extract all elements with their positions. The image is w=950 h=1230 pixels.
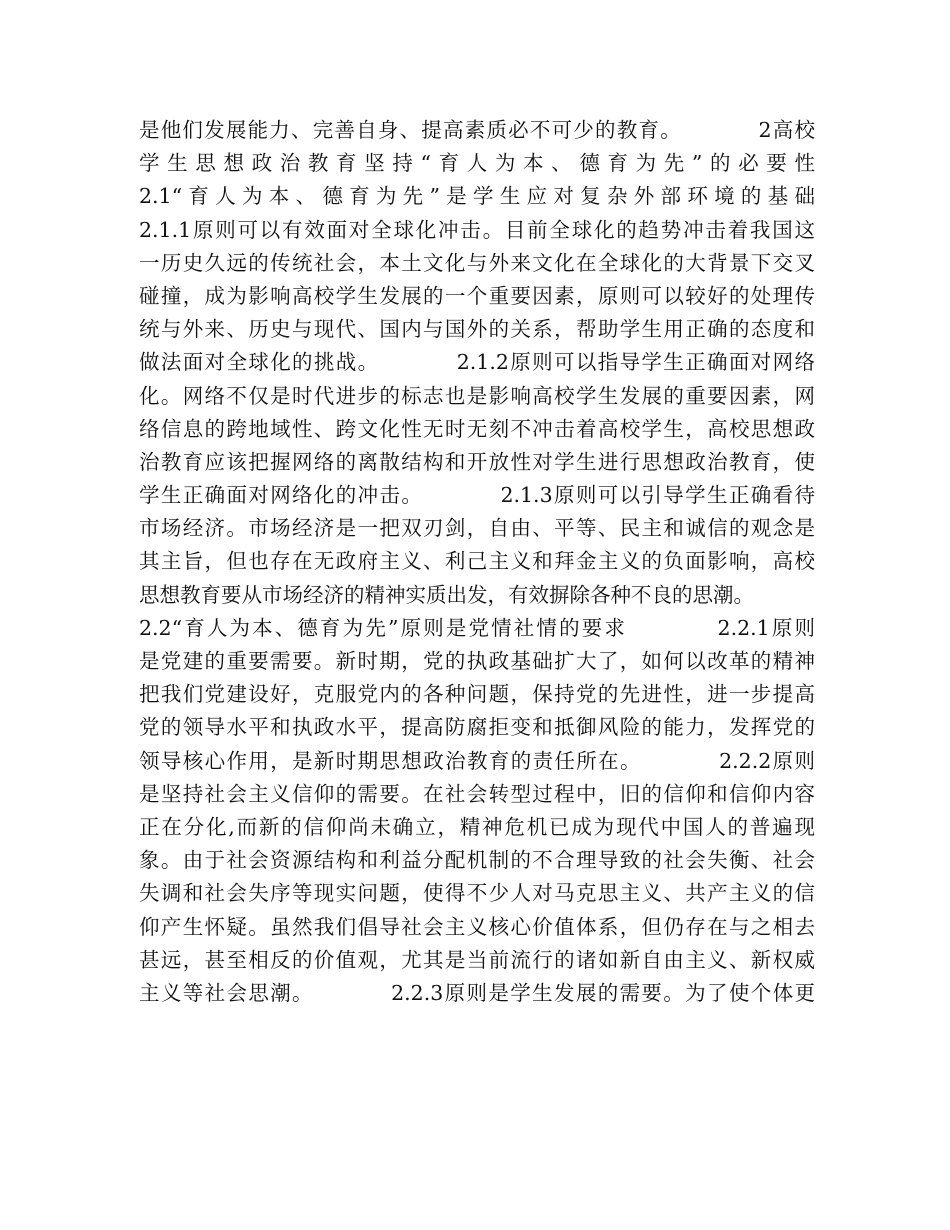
text-line: 思想教育要从市场经济的精神实质出发，有效摒除各种不良的思潮。 bbox=[139, 582, 754, 607]
text-line: 做法面对全球化的挑战。 2.1.2原则可以指导学生正确面对网络 bbox=[139, 350, 815, 375]
text-line: 碰撞，成为影响高校学生发展的一个重要因素，原则可以较好的处理传 bbox=[139, 283, 815, 308]
text-line: 2.1“育人为本、德育为先”是学生应对复杂外部环境的基础 bbox=[139, 184, 815, 209]
text-line: 一历史久远的传统社会，本土文化与外来文化在全球化的大背景下交叉 bbox=[139, 250, 815, 275]
text-line: 甚远，甚至相反的价值观，尤其是当前流行的诸如新自由主义、新权威 bbox=[139, 947, 815, 972]
text-line: 2.2“育人为本、德育为先”原则是党情社情的要求 2.2.1原则 bbox=[139, 615, 815, 640]
text-line: 是坚持社会主义信仰的需要。在社会转型过程中，旧的信仰和信仰内容 bbox=[139, 781, 815, 806]
text-line: 络信息的跨地域性、跨文化性无时无刻不冲击着高校学生，高校思想政 bbox=[139, 416, 815, 441]
text-line: 是他们发展能力、完善自身、提高素质必不可少的教育。 2高校 bbox=[139, 118, 815, 142]
text-line: 主义等社会思潮。 2.2.3原则是学生发展的需要。为了使个体更 bbox=[139, 980, 815, 1005]
text-line: 仰产生怀疑。虽然我们倡导社会主义核心价值体系，但仍存在与之相去 bbox=[139, 914, 815, 939]
text-line: 治教育应该把握网络的离散结构和开放性对学生进行思想政治教育，使 bbox=[139, 449, 815, 474]
body-text bbox=[139, 114, 815, 1010]
text-line: 是党建的重要需要。新时期，党的执政基础扩大了，如何以改革的精神 bbox=[139, 649, 815, 673]
text-line: 象。由于社会资源结构和利益分配机制的不合理导致的社会失衡、社会 bbox=[139, 848, 815, 873]
text-line: 正在分化,而新的信仰尚未确立，精神危机已成为现代中国人的普遍现 bbox=[139, 814, 815, 839]
text-line: 失调和社会失序等现实问题，使得不少人对马克思主义、共产主义的信 bbox=[139, 881, 815, 906]
text-line: 化。网络不仅是时代进步的标志也是影响高校学生发展的重要因素，网 bbox=[139, 383, 815, 408]
text-line: 把我们党建设好，克服党内的各种问题，保持党的先进性，进一步提高 bbox=[139, 682, 815, 707]
text-line: 统与外来、历史与现代、国内与国外的关系，帮助学生用正确的态度和 bbox=[139, 317, 815, 342]
text-line: 党的领导水平和执政水平，提高防腐拒变和抵御风险的能力，发挥党的 bbox=[139, 715, 815, 740]
text-line: 学生思想政治教育坚持“育人为本、德育为先”的必要性 bbox=[139, 151, 815, 176]
text-line: 市场经济。市场经济是一把双刃剑，自由、平等、民主和诚信的观念是 bbox=[139, 516, 815, 541]
text-line: 2.1.1原则可以有效面对全球化冲击。目前全球化的趋势冲击着我国这 bbox=[139, 217, 815, 242]
text-line: 其主旨，但也存在无政府主义、利己主义和拜金主义的负面影响，高校 bbox=[139, 549, 815, 574]
text-line: 学生正确面对网络化的冲击。 2.1.3原则可以引导学生正确看待 bbox=[139, 483, 815, 508]
text-line: 领导核心作用，是新时期思想政治教育的责任所在。 2.2.2原则 bbox=[139, 748, 815, 773]
